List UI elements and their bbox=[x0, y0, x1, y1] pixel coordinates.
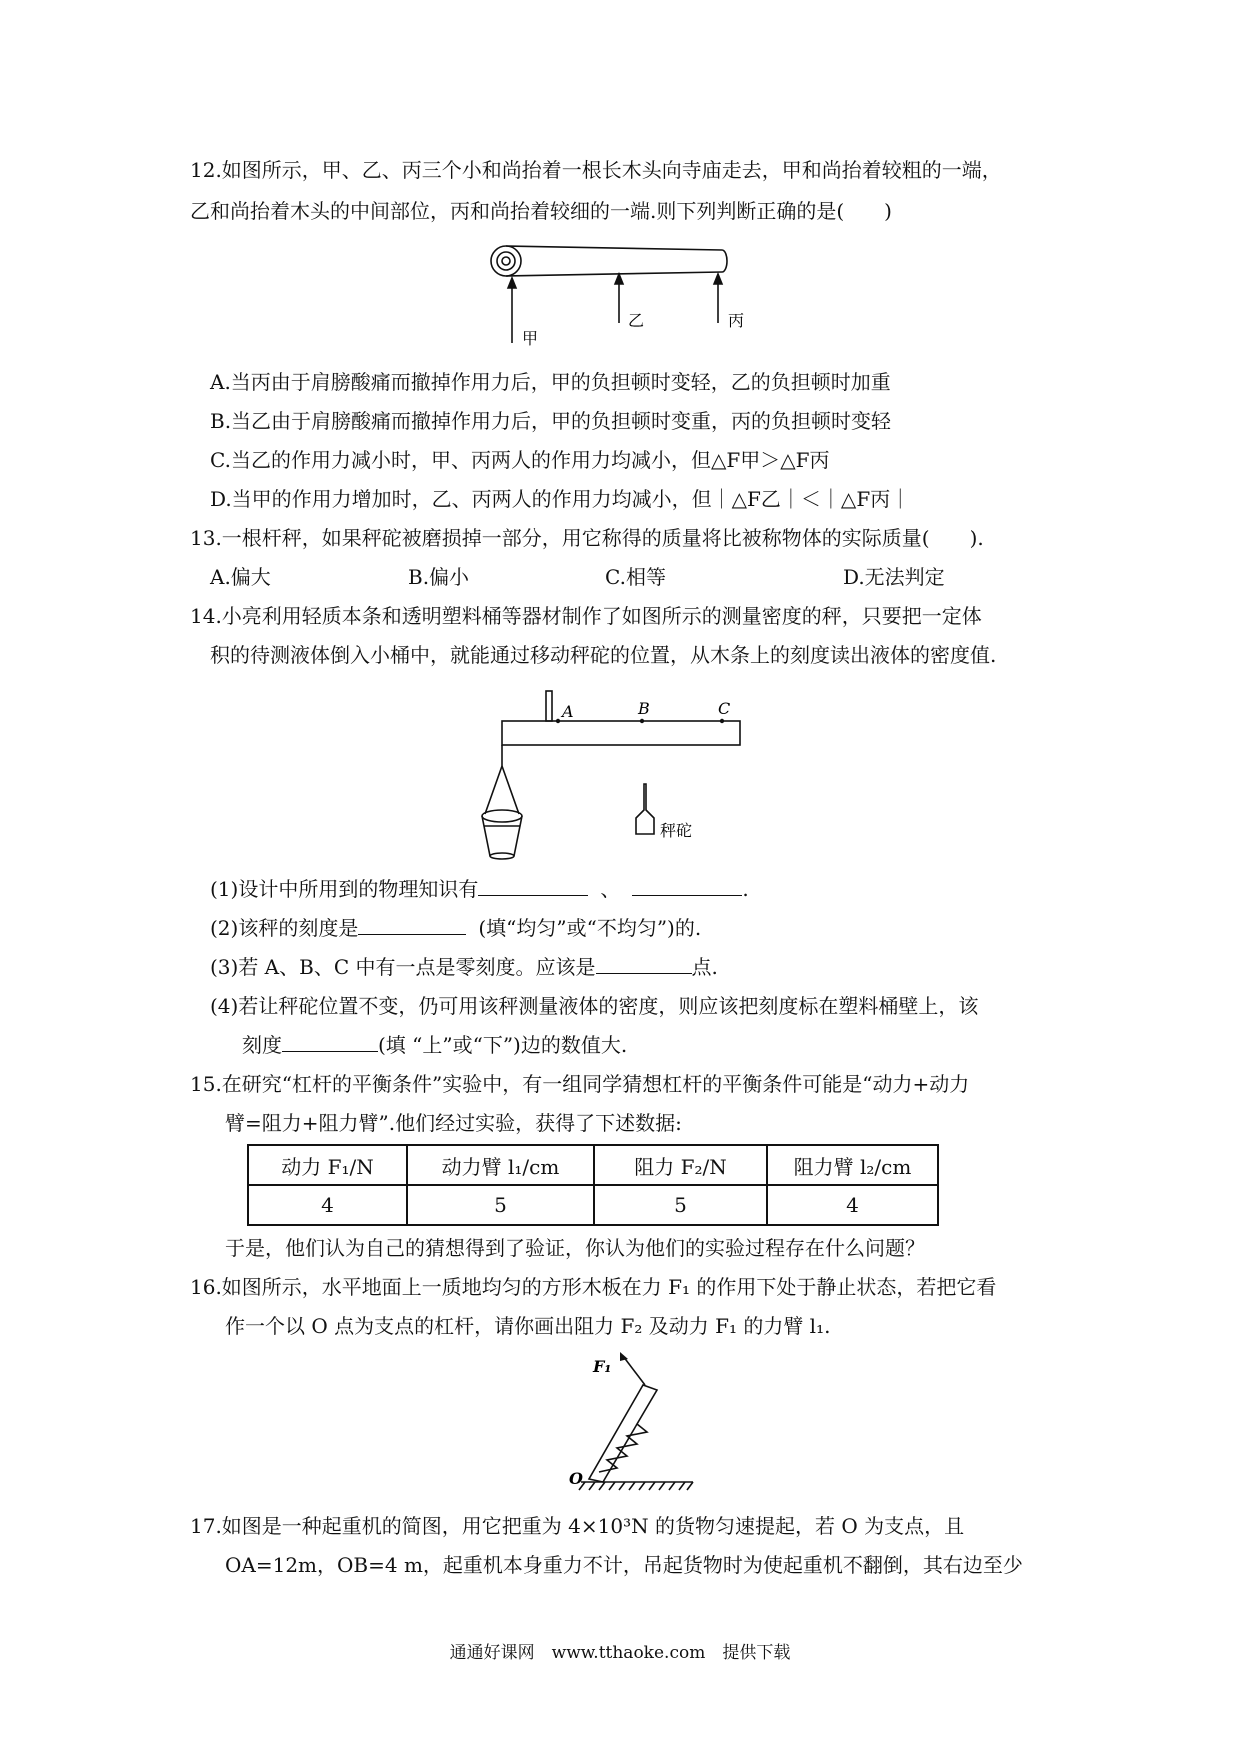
q14-part1: (1)设计中所用到的物理知识有 、 . bbox=[210, 877, 749, 901]
answer-blank[interactable] bbox=[282, 1031, 378, 1052]
pivot-peg bbox=[546, 691, 552, 721]
point-b-label: B bbox=[638, 699, 650, 718]
table-header-cell: 阻力臂 l₂/cm bbox=[767, 1145, 938, 1185]
q15-data-table bbox=[247, 1144, 939, 1226]
q15-stem-line2: 臂=阻力+阻力臂”.他们经过实验，获得了下述数据: bbox=[225, 1111, 682, 1135]
pivot-o-label: O bbox=[569, 1469, 583, 1488]
point-c-label: C bbox=[718, 699, 731, 718]
answer-blank[interactable] bbox=[478, 875, 588, 896]
label-jia: 甲 bbox=[522, 329, 539, 348]
q12-option-a: A.当丙由于肩膀酸痛而撤掉作用力后，甲的负担顿时变轻，乙的负担顿时加重 bbox=[210, 370, 891, 394]
answer-blank[interactable] bbox=[632, 875, 742, 896]
q13-option-c: C.相等 bbox=[605, 565, 666, 589]
table-cell: 4 bbox=[767, 1185, 938, 1225]
q12-stem-line2: 乙和尚抬着木头的中间部位，丙和尚抬着较细的一端.则下列判断正确的是( ) bbox=[190, 199, 892, 223]
q16-board-figure bbox=[565, 1352, 705, 1504]
log-body bbox=[491, 246, 727, 276]
q13-option-a: A.偏大 bbox=[210, 565, 271, 589]
q14-part2: (2)该秤的刻度是 (填“均匀”或“不均匀”)的. bbox=[210, 916, 702, 940]
table-row bbox=[248, 1185, 938, 1225]
q12-option-c: C.当乙的作用力减小时，甲、丙两人的作用力均减小，但△F甲＞△F丙 bbox=[210, 448, 830, 472]
answer-blank[interactable] bbox=[358, 914, 466, 935]
ground-hatching bbox=[579, 1482, 693, 1490]
table-header-cell: 动力 F₁/N bbox=[248, 1145, 407, 1185]
q13-option-b: B.偏小 bbox=[408, 565, 470, 589]
label-bing: 丙 bbox=[728, 311, 745, 330]
bucket-rope bbox=[485, 766, 519, 814]
q15-question: 于是，他们认为自己的猜想得到了验证，你认为他们的实验过程存在什么问题？ bbox=[225, 1236, 925, 1260]
table-cell: 4 bbox=[248, 1185, 407, 1225]
q12-stem-line1: 12.如图所示，甲、乙、丙三个小和尚抬着一根长木头向寺庙走去，甲和尚抬着较粗的一端， bbox=[190, 158, 1002, 182]
weight-label: 秤砣 bbox=[660, 821, 693, 840]
table-header-cell: 动力臂 l₁/cm bbox=[407, 1145, 594, 1185]
q17-stem-line1: 17.如图是一种起重机的简图，用它把重为 4×10³N 的货物匀速提起，若 O 为支点，且 bbox=[190, 1514, 965, 1538]
q14-stem-line2: 积的待测液体倒入小桶中，就能通过移动秤砣的位置，从木条上的刻度读出液体的密度值. bbox=[210, 643, 997, 667]
point-a-label: A bbox=[562, 702, 574, 721]
sliding-weight bbox=[636, 784, 654, 834]
force-f1-arrowhead bbox=[620, 1352, 628, 1361]
wooden-bar bbox=[502, 721, 740, 745]
q12-option-d: D.当甲的作用力增加时，乙、丙两人的作用力均减小，但｜△F乙｜＜｜△F丙｜ bbox=[210, 487, 911, 511]
q13-option-d: D.无法判定 bbox=[843, 565, 945, 589]
table-cell: 5 bbox=[594, 1185, 767, 1225]
answer-blank[interactable] bbox=[596, 953, 692, 974]
table-header-cell: 阻力 F₂/N bbox=[594, 1145, 767, 1185]
force-f1-line bbox=[623, 1356, 645, 1385]
page-footer: 通通好课网 www.tthaoke.com 提供下载 bbox=[449, 1643, 791, 1663]
table-header-row bbox=[248, 1145, 938, 1185]
q15-stem-line1: 15.在研究“杠杆的平衡条件”实验中，有一组同学猜想杠杆的平衡条件可能是“动力+动力 bbox=[190, 1072, 970, 1096]
q12-log-figure bbox=[480, 238, 745, 352]
support-arrows bbox=[508, 274, 722, 343]
board bbox=[589, 1385, 657, 1482]
q17-stem-line2: OA=12m，OB=4 m，起重机本身重力不计，吊起货物时为使起重机不翻倒，其右边至少 bbox=[225, 1553, 1023, 1577]
q16-stem-line2: 作一个以 O 点为支点的杠杆，请你画出阻力 F₂ 及动力 F₁ 的力臂 l₁. bbox=[225, 1314, 831, 1338]
q14-part3: (3)若 A、B、C 中有一点是零刻度。应该是 点. bbox=[210, 955, 718, 979]
q14-part4-line1: (4)若让秤砣位置不变，仍可用该秤测量液体的密度，则应该把刻度标在塑料桶壁上，该 bbox=[210, 994, 979, 1018]
force-f1-label: F₁ bbox=[593, 1357, 612, 1376]
q14-density-scale-figure bbox=[478, 684, 778, 868]
q12-option-b: B.当乙由于肩膀酸痛而撤掉作用力后，甲的负担顿时变重，丙的负担顿时变轻 bbox=[210, 409, 892, 433]
table-cell: 5 bbox=[407, 1185, 594, 1225]
q13-stem: 13.一根杆秤，如果秤砣被磨损掉一部分，用它称得的质量将比被称物体的实际质量( ). bbox=[190, 526, 984, 550]
q16-stem-line1: 16.如图所示，水平地面上一质地均匀的方形木板在力 F₁ 的作用下处于静止状态，若把它看 bbox=[190, 1275, 997, 1299]
q14-stem-line1: 14.小亮利用轻质本条和透明塑料桶等器材制作了如图所示的测量密度的秤，只要把一定体 bbox=[190, 604, 982, 628]
label-yi: 乙 bbox=[628, 311, 645, 330]
q14-part4-line2: 刻度 (填 “上”或“下”)边的数值大. bbox=[242, 1033, 628, 1057]
